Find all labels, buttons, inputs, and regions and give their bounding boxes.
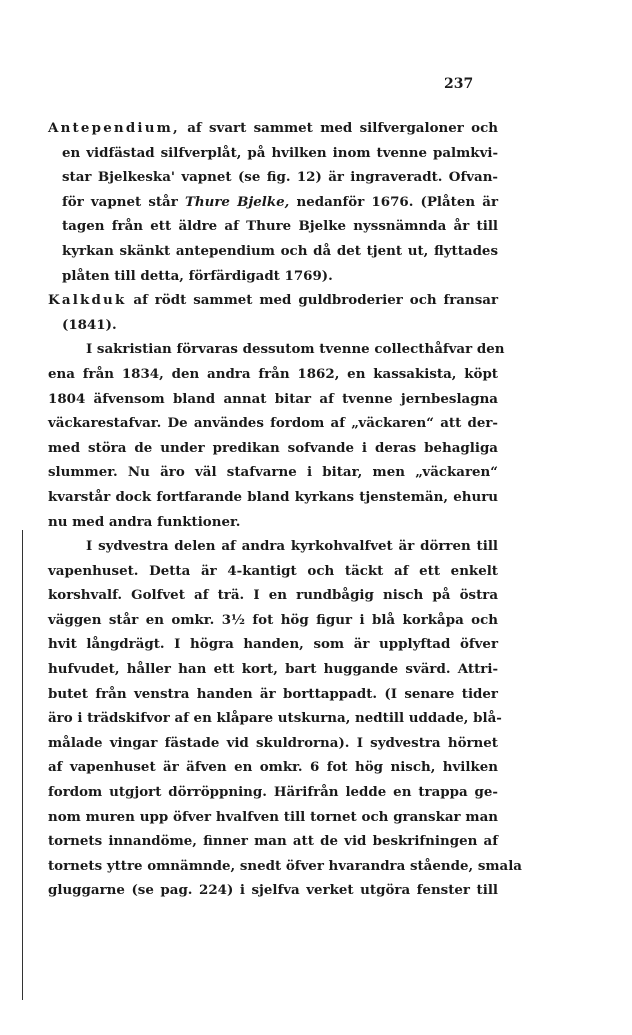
text-line: slummer. Nu äro väl stafvarne i bitar, men „väckaren“	[48, 464, 498, 481]
text-line: tornets yttre omnämnde, snedt öfver hvarandra stående, smala	[48, 857, 522, 874]
text-line: med störa de under predikan sofvande i deras behagliga	[48, 439, 498, 456]
text-line: målade vingar fästade vid skuldrorna). I sydvestra hörnet	[48, 734, 498, 751]
text-line: gluggarne (se pag. 224) i sjelfva verket utgöra fenster till	[48, 882, 498, 899]
page-number: 237	[444, 76, 474, 92]
text-line: nom muren upp öfver hvalfven till tornet och granskar man	[48, 808, 498, 825]
text-line: (1841).	[62, 316, 117, 333]
text-line: tagen från ett äldre af Thure Bjelke nyssnämnda år till	[62, 218, 498, 235]
text-line: nu med andra funktioner.	[48, 513, 241, 530]
text-line: 1804 äfvensom bland annat bitar af tvenne jernbeslagna	[48, 390, 498, 407]
text-line: en vidfästad silfverplåt, på hvilken inom tvenne palmkvi-	[62, 144, 498, 161]
text-line: Antependium, af svart sammet med silfvergaloner och	[48, 120, 498, 136]
text-line: kyrkan skänkt antependium och då det tjent ut, flyttades	[62, 242, 498, 259]
text-line: korshvalf. Golfvet af trä. I en rundbågig nisch på östra	[48, 587, 498, 604]
text-line: Kalkduk af rödt sammet med guldbroderier och fransar	[48, 292, 498, 309]
text-line: I sakristian förvaras dessutom tvenne collecthåfvar den	[86, 341, 505, 358]
text-line: star Bjelkeska' vapnet (se fig. 12) är ingraveradt. Ofvan-	[62, 169, 498, 186]
margin-rule	[22, 530, 23, 1000]
text-line: plåten till detta, förfärdigadt 1769).	[62, 267, 333, 284]
text-line: tornets innandöme, finner man att de vid beskrifningen af	[48, 833, 498, 850]
text-line: ena från 1834, den andra från 1862, en kassakista, köpt	[48, 365, 498, 382]
text-line: hufvudet, håller han ett kort, bart huggande svärd. Attri-	[48, 661, 498, 678]
text-line: hvit långdrägt. I högra handen, som är upplyftad öfver	[48, 636, 498, 653]
entry-term-antependium: Antependium,	[48, 120, 180, 136]
text-line: väckarestafvar. De användes fordom af „väckaren“ att der-	[48, 415, 498, 432]
text-line: af vapenhuset är äfven en omkr. 6 fot hög nisch, hvilken	[48, 759, 498, 776]
text-line: butet från venstra handen är borttappadt. (I senare tider	[48, 685, 498, 702]
text-line: kvarstår dock fortfarande bland kyrkans tjenstemän, ehuru	[48, 488, 498, 505]
text-line: vapenhuset. Detta är 4-kantigt och täckt af ett enkelt	[48, 562, 498, 579]
body-text	[48, 116, 522, 903]
text-line: för vapnet står Thure Bjelke, nedanför 1676. (Plåten är	[62, 193, 499, 210]
entry-term-kalkduk: Kalkduk	[48, 292, 127, 309]
text-line: I sydvestra delen af andra kyrkohvalfvet är dörren till	[86, 538, 498, 555]
text-line: fordom utgjort dörröppning. Härifrån ledde en trappa ge-	[48, 784, 498, 801]
italic-name: Thure Bjelke,	[184, 193, 290, 210]
text-line: väggen står en omkr. 3½ fot hög figur i blå korkåpa och	[48, 611, 498, 628]
text-line: äro i trädskifvor af en klåpare utskurna, nedtill uddade, blå-	[48, 710, 502, 727]
